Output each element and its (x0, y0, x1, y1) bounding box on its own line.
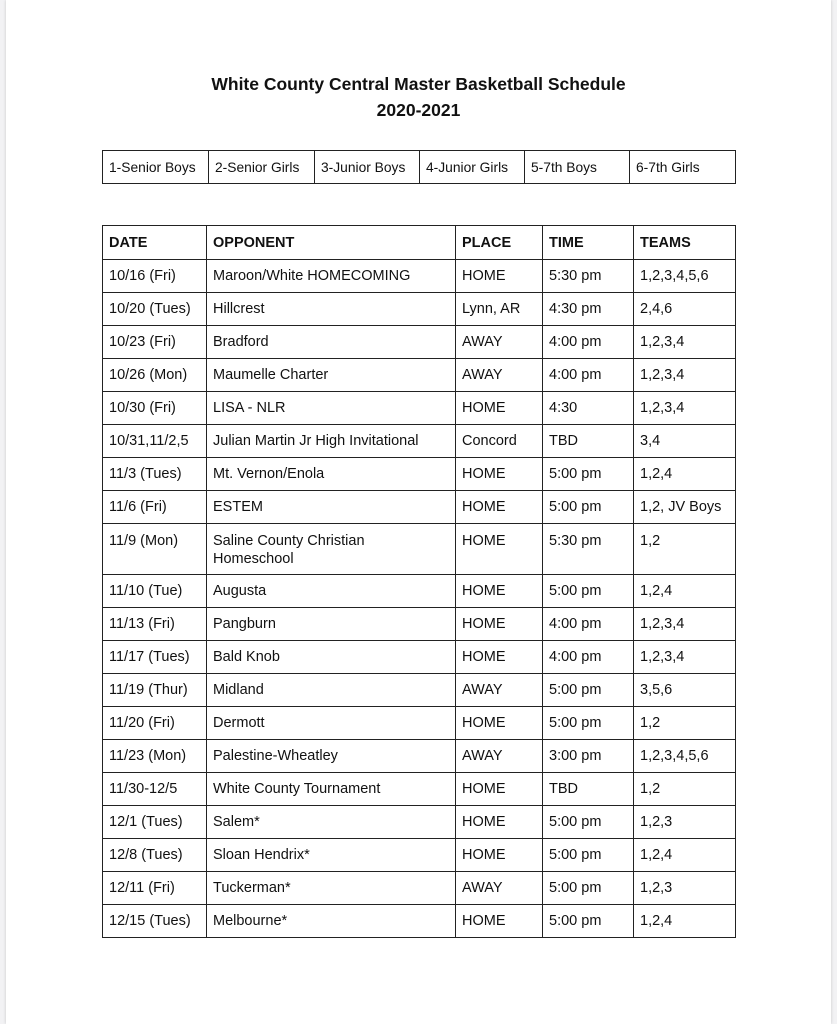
cell-date: 11/17 (Tues) (103, 641, 207, 674)
team-legend-table (102, 150, 736, 184)
table-row (103, 839, 736, 872)
cell-time: 4:00 pm (543, 359, 634, 392)
cell-opponent: Melbourne* (207, 905, 456, 938)
legend-item-7th-girls: 6-7th Girls (630, 151, 736, 184)
cell-time: 5:00 pm (543, 575, 634, 608)
table-row (103, 425, 736, 458)
cell-date: 10/30 (Fri) (103, 392, 207, 425)
legend-item-senior-boys: 1-Senior Boys (103, 151, 209, 184)
cell-time: 4:30 (543, 392, 634, 425)
cell-time: TBD (543, 773, 634, 806)
cell-opponent: Mt. Vernon/Enola (207, 458, 456, 491)
table-row (103, 872, 736, 905)
table-row (103, 524, 736, 575)
cell-place: HOME (456, 392, 543, 425)
cell-opponent: Sloan Hendrix* (207, 839, 456, 872)
cell-teams: 1,2,3,4,5,6 (634, 260, 736, 293)
cell-teams: 1,2,4 (634, 575, 736, 608)
cell-opponent: Salem* (207, 806, 456, 839)
table-row (103, 293, 736, 326)
cell-date: 11/30-12/5 (103, 773, 207, 806)
cell-date: 12/15 (Tues) (103, 905, 207, 938)
table-row (103, 458, 736, 491)
cell-date: 12/11 (Fri) (103, 872, 207, 905)
cell-time: 3:00 pm (543, 740, 634, 773)
cell-time: 5:00 pm (543, 707, 634, 740)
cell-time: 5:00 pm (543, 491, 634, 524)
cell-date: 11/20 (Fri) (103, 707, 207, 740)
column-header-date: DATE (103, 226, 207, 260)
cell-place: Lynn, AR (456, 293, 543, 326)
cell-place: Concord (456, 425, 543, 458)
table-row (103, 326, 736, 359)
cell-time: 4:00 pm (543, 326, 634, 359)
cell-time: 5:00 pm (543, 806, 634, 839)
cell-teams: 1,2 (634, 773, 736, 806)
schedule-header-row (103, 226, 736, 260)
cell-date: 10/31,11/2,5 (103, 425, 207, 458)
cell-place: HOME (456, 524, 543, 575)
cell-date: 11/9 (Mon) (103, 524, 207, 575)
page-title: White County Central Master Basketball Schedule (211, 74, 626, 94)
cell-place: AWAY (456, 359, 543, 392)
cell-time: 5:00 pm (543, 839, 634, 872)
table-row (103, 575, 736, 608)
cell-time: 4:00 pm (543, 641, 634, 674)
cell-opponent: Tuckerman* (207, 872, 456, 905)
cell-date: 12/1 (Tues) (103, 806, 207, 839)
table-row (103, 359, 736, 392)
cell-time: 4:00 pm (543, 608, 634, 641)
cell-place: AWAY (456, 872, 543, 905)
cell-date: 11/19 (Thur) (103, 674, 207, 707)
table-row (103, 491, 736, 524)
schedule-table (102, 225, 736, 938)
cell-place: AWAY (456, 326, 543, 359)
cell-place: HOME (456, 641, 543, 674)
legend-item-7th-boys: 5-7th Boys (525, 151, 630, 184)
cell-place: HOME (456, 905, 543, 938)
column-header-teams: TEAMS (634, 226, 736, 260)
table-row (103, 905, 736, 938)
table-row (103, 740, 736, 773)
cell-time: 5:00 pm (543, 458, 634, 491)
cell-place: HOME (456, 458, 543, 491)
cell-teams: 1,2,3,4,5,6 (634, 740, 736, 773)
cell-opponent: Dermott (207, 707, 456, 740)
cell-opponent: Maroon/White HOMECOMING (207, 260, 456, 293)
table-row (103, 674, 736, 707)
cell-opponent: ESTEM (207, 491, 456, 524)
cell-opponent: Bradford (207, 326, 456, 359)
cell-teams: 1,2 (634, 707, 736, 740)
cell-teams: 1,2,3 (634, 872, 736, 905)
cell-opponent: White County Tournament (207, 773, 456, 806)
column-header-opponent: OPPONENT (207, 226, 456, 260)
cell-date: 10/26 (Mon) (103, 359, 207, 392)
cell-teams: 3,4 (634, 425, 736, 458)
table-row (103, 260, 736, 293)
cell-date: 10/23 (Fri) (103, 326, 207, 359)
column-header-time: TIME (543, 226, 634, 260)
cell-date: 11/10 (Tue) (103, 575, 207, 608)
cell-date: 12/8 (Tues) (103, 839, 207, 872)
table-row (103, 707, 736, 740)
cell-teams: 3,5,6 (634, 674, 736, 707)
legend-item-junior-boys: 3-Junior Boys (315, 151, 420, 184)
cell-teams: 1,2,3,4 (634, 641, 736, 674)
cell-place: AWAY (456, 674, 543, 707)
cell-time: 5:00 pm (543, 872, 634, 905)
cell-opponent: Augusta (207, 575, 456, 608)
team-legend-row (103, 151, 736, 184)
cell-opponent: Palestine-Wheatley (207, 740, 456, 773)
cell-teams: 1,2,4 (634, 839, 736, 872)
cell-date: 11/6 (Fri) (103, 491, 207, 524)
cell-place: HOME (456, 608, 543, 641)
cell-time: 5:00 pm (543, 674, 634, 707)
cell-place: HOME (456, 491, 543, 524)
cell-place: HOME (456, 839, 543, 872)
cell-time: 5:30 pm (543, 524, 634, 575)
legend-item-senior-girls: 2-Senior Girls (209, 151, 315, 184)
cell-date: 10/16 (Fri) (103, 260, 207, 293)
cell-place: HOME (456, 707, 543, 740)
cell-teams: 1,2,4 (634, 458, 736, 491)
cell-teams: 1,2,3,4 (634, 392, 736, 425)
cell-opponent: Bald Knob (207, 641, 456, 674)
cell-place: HOME (456, 806, 543, 839)
cell-place: AWAY (456, 740, 543, 773)
cell-teams: 1,2,3,4 (634, 608, 736, 641)
cell-time: 5:30 pm (543, 260, 634, 293)
table-row (103, 608, 736, 641)
cell-date: 11/23 (Mon) (103, 740, 207, 773)
cell-teams: 2,4,6 (634, 293, 736, 326)
schedule-body (103, 260, 736, 938)
table-row (103, 392, 736, 425)
table-row (103, 773, 736, 806)
cell-date: 11/13 (Fri) (103, 608, 207, 641)
cell-date: 11/3 (Tues) (103, 458, 207, 491)
cell-teams: 1,2,3 (634, 806, 736, 839)
legend-item-junior-girls: 4-Junior Girls (420, 151, 525, 184)
cell-teams: 1,2,4 (634, 905, 736, 938)
cell-opponent: Midland (207, 674, 456, 707)
cell-teams: 1,2,3,4 (634, 359, 736, 392)
cell-opponent: Hillcrest (207, 293, 456, 326)
cell-opponent: Pangburn (207, 608, 456, 641)
cell-teams: 1,2,3,4 (634, 326, 736, 359)
cell-teams: 1,2 (634, 524, 736, 575)
season-subtitle: 2020-2021 (376, 100, 461, 120)
table-row (103, 806, 736, 839)
cell-place: HOME (456, 575, 543, 608)
cell-time: 5:00 pm (543, 905, 634, 938)
cell-place: HOME (456, 773, 543, 806)
cell-opponent: Saline County Christian Homeschool (207, 524, 456, 575)
cell-opponent: Maumelle Charter (207, 359, 456, 392)
cell-time: TBD (543, 425, 634, 458)
cell-time: 4:30 pm (543, 293, 634, 326)
column-header-place: PLACE (456, 226, 543, 260)
cell-opponent: Julian Martin Jr High Invitational (207, 425, 456, 458)
cell-opponent: LISA - NLR (207, 392, 456, 425)
cell-date: 10/20 (Tues) (103, 293, 207, 326)
table-row (103, 641, 736, 674)
cell-teams: 1,2, JV Boys (634, 491, 736, 524)
cell-place: HOME (456, 260, 543, 293)
